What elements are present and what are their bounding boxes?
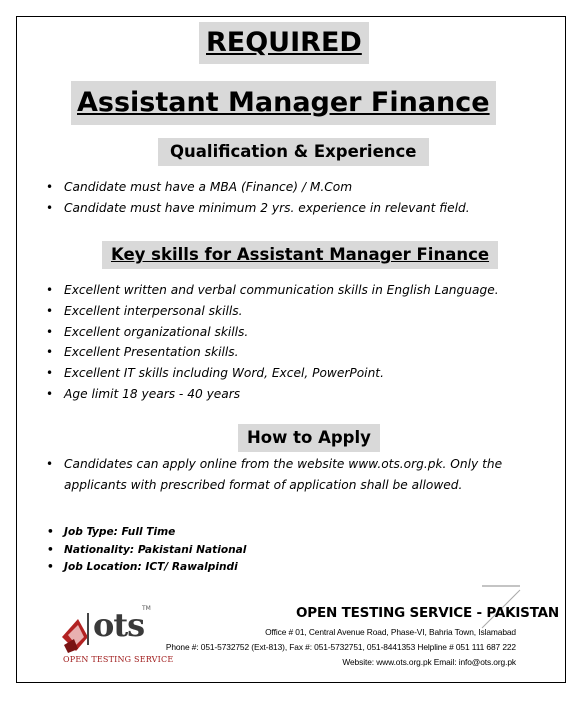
logo-text: ots <box>93 606 145 644</box>
qualification-list <box>40 177 470 219</box>
list-item: • Candidate must have a MBA (Finance) / M.Com <box>40 177 470 198</box>
list-item: • Excellent written and verbal communication skills in English Language. <box>40 280 499 301</box>
apply-heading: How to Apply <box>238 424 380 452</box>
job-info-list <box>40 524 246 577</box>
logo-trademark: TM <box>142 605 151 612</box>
required-heading: REQUIRED <box>199 22 369 64</box>
list-item: • Excellent interpersonal skills. <box>40 301 499 322</box>
job-type: • Job Type: Full Time <box>40 524 246 542</box>
position-title: Assistant Manager Finance <box>71 81 496 125</box>
skills-heading: Key skills for Assistant Manager Finance <box>102 241 498 269</box>
list-item: • Excellent IT skills including Word, Excel, PowerPoint. <box>40 363 499 384</box>
job-nationality: • Nationality: Pakistani National <box>40 542 246 560</box>
office-address: Office # 01, Central Avenue Road, Phase-VI, Bahria Town, Islamabad <box>265 627 516 637</box>
skills-list <box>40 280 499 405</box>
list-item: • Excellent Presentation skills. <box>40 342 499 363</box>
logo-subtitle: OPEN TESTING SERVICE <box>63 655 174 664</box>
list-item: • Age limit 18 years - 40 years <box>40 384 499 405</box>
contact-web: Website: www.ots.org.pk Email: info@ots.org.pk <box>342 657 516 667</box>
list-item: • Candidates can apply online from the website www.ots.org.pk. Only the applicants with prescribed format of application shall be allowed. <box>40 454 534 496</box>
list-item: • Excellent organizational skills. <box>40 322 499 343</box>
contact-phones: Phone #: 051-5732752 (Ext-813), Fax #: 051-5732751, 051-8441353 Helpline # 051 111 687 222 <box>165 642 516 652</box>
qualification-heading: Qualification & Experience <box>158 138 429 166</box>
job-location: • Job Location: ICT/ Rawalpindi <box>40 559 246 577</box>
apply-list <box>40 454 534 496</box>
list-item: • Candidate must have minimum 2 yrs. experience in relevant field. <box>40 198 470 219</box>
org-name: OPEN TESTING SERVICE - PAKISTAN <box>296 605 560 621</box>
